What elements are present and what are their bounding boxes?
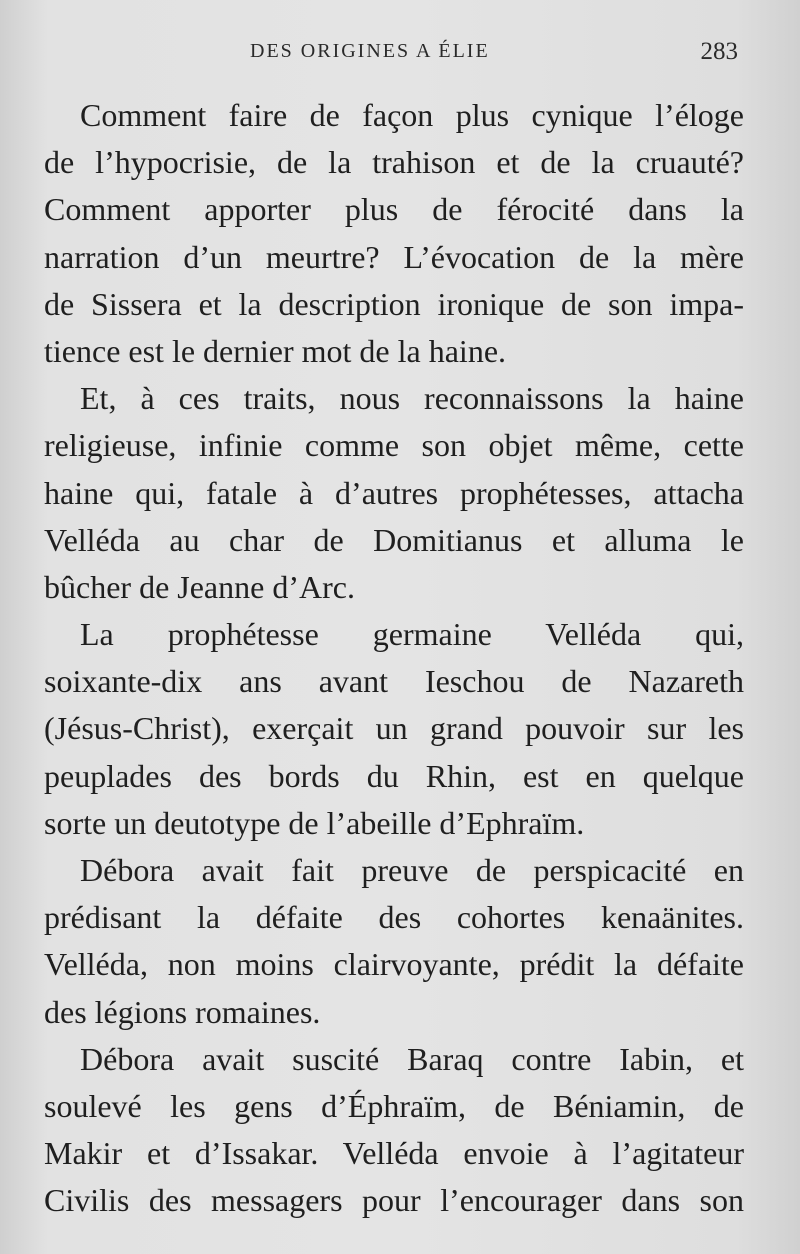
text-line: soulevé les gens d’Éphraïm, de Béniamin, de: [44, 1087, 744, 1124]
text-line: soixante-dix ans avant Ieschou de Nazareth: [44, 663, 744, 700]
paragraph-5: [44, 1036, 744, 1225]
text-line: peuplades des bords du Rhin, est en quelque: [44, 757, 744, 794]
text-line: bûcher de Jeanne d’Arc.: [44, 568, 355, 605]
paragraph-3: [44, 611, 744, 847]
text-line: Et, à ces traits, nous reconnaissons la haine: [80, 380, 744, 417]
running-title: DES ORIGINES A ÉLIE: [250, 40, 490, 62]
page-number: 283: [700, 38, 738, 65]
text-line: Makir et d’Issakar. Velléda envoie à l’agitateur: [44, 1135, 744, 1172]
text-line: sorte un deutotype de l’abeille d’Ephraïm.: [44, 804, 585, 841]
paragraph-4: [44, 847, 744, 1036]
text-line: La prophétesse germaine Velléda qui,: [80, 616, 744, 653]
text-line: religieuse, infinie comme son objet même, cette: [44, 427, 744, 464]
text-line: des légions romaines.: [44, 993, 321, 1030]
text-line: Débora avait suscité Baraq contre Iabin, et: [80, 1040, 744, 1077]
text-line: Civilis des messagers pour l’encourager dans son: [44, 1182, 744, 1219]
paragraph-2: [44, 375, 744, 611]
text-line: (Jésus-Christ), exerçait un grand pouvoir sur les: [44, 710, 744, 747]
text-line: de l’hypocrisie, de la trahison et de la cruauté?: [44, 144, 744, 181]
page-body: [44, 92, 744, 1225]
text-line: haine qui, fatale à d’autres prophétesses, attacha: [44, 474, 744, 511]
text-line: tience est le dernier mot de la haine.: [44, 332, 507, 369]
text-line: Velléda, non moins clairvoyante, prédit la défaite: [44, 946, 744, 983]
text-line: Velléda au char de Domitianus et alluma le: [44, 521, 744, 558]
text-line: Débora avait fait preuve de perspicacité en: [80, 852, 744, 888]
text-line: narration d’un meurtre? L’évocation de la mère: [44, 238, 744, 275]
text-line: Comment faire de façon plus cynique l’éloge: [80, 97, 744, 133]
text-line: Comment apporter plus de férocité dans la: [44, 191, 744, 228]
text-line: de Sissera et la description ironique de son impa-: [44, 285, 744, 322]
paragraph-1: [44, 92, 744, 375]
text-line: prédisant la défaite des cohortes kenaänites.: [44, 899, 744, 936]
